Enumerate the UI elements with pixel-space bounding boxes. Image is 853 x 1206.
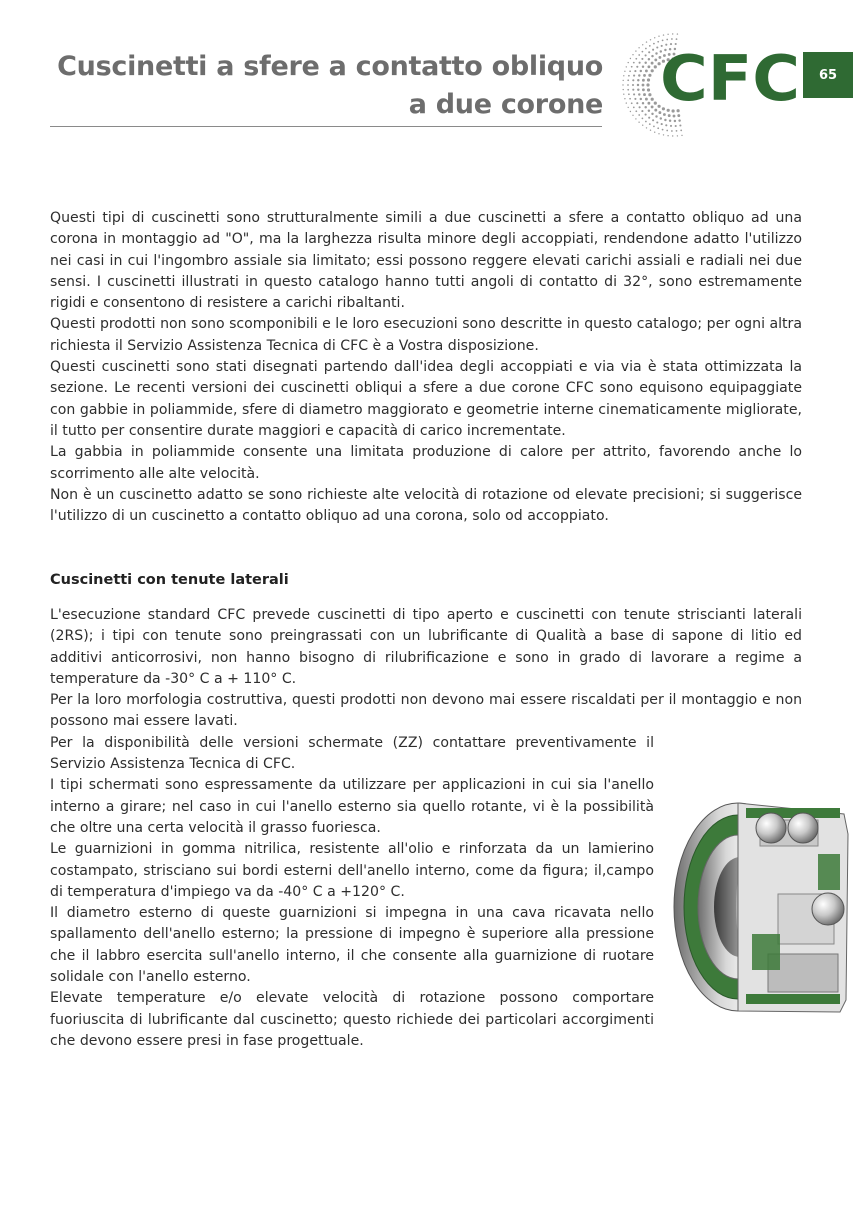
- logo-dot: [642, 51, 644, 53]
- logo-dot: [655, 115, 657, 117]
- logo-dot: [636, 102, 638, 104]
- logo-dot: [632, 89, 634, 91]
- logo-dot: [642, 88, 645, 91]
- logo-dot: [633, 93, 635, 95]
- logo-dot: [638, 47, 639, 48]
- page-title-line-1: Cuscinetti a sfere a contatto obliquo: [57, 51, 603, 82]
- logo-dot: [674, 120, 676, 122]
- logo-dot: [679, 124, 681, 126]
- seal-section-bottom: [746, 994, 840, 1004]
- logo-dot: [651, 98, 654, 101]
- logo-dot: [673, 115, 676, 118]
- logo-dot: [632, 84, 634, 86]
- logo-dot: [637, 84, 639, 86]
- logo-dot: [626, 66, 627, 67]
- logo-dot: [623, 75, 624, 76]
- logo-dot: [654, 58, 657, 61]
- cfc-logo: [612, 30, 802, 140]
- logo-dot: [628, 62, 629, 63]
- logo-dot: [660, 117, 662, 119]
- logo-dot: [646, 83, 649, 86]
- logo-dot: [656, 121, 658, 123]
- logo-dot: [654, 132, 655, 133]
- logo-dot: [667, 34, 668, 35]
- paragraph: La gabbia in poliammide consente una limitata produzione di calore per attrito, favorendo anche lo scorrimento alle alte velocità.: [50, 444, 802, 482]
- page-title-line-2: a due corone: [408, 89, 603, 120]
- logo-dot: [622, 84, 623, 85]
- logo-dot: [629, 70, 631, 72]
- logo-dot: [663, 34, 664, 35]
- logo-dot: [680, 130, 682, 132]
- logo-dot: [654, 37, 655, 38]
- logo-dot: [648, 51, 650, 53]
- logo-dot: [639, 62, 641, 64]
- ball: [812, 893, 844, 925]
- logo-dot: [641, 58, 643, 60]
- logo-dot: [672, 33, 673, 34]
- logo-dot: [681, 135, 682, 136]
- logo-dot: [646, 127, 647, 128]
- logo-dot: [642, 84, 645, 87]
- logo-dot: [651, 69, 654, 72]
- paragraph: Non è un cuscinetto adatto se sono richieste alte velocità di rotazione od elevate precisioni; si suggerisce l'utilizzo di un cuscinetto a contatto obliquo ad una corona, solo od accoppiato.: [50, 486, 802, 525]
- logo-dot: [648, 74, 651, 77]
- ball: [788, 813, 818, 843]
- logo-dot: [645, 121, 647, 123]
- logo-dot: [640, 98, 642, 100]
- logo-dot: [647, 78, 650, 81]
- logo-dot: [623, 94, 624, 95]
- logo-dot: [627, 89, 629, 91]
- logo-dot: [666, 39, 668, 41]
- logo-dot: [658, 133, 659, 134]
- logo-dot: [635, 118, 636, 119]
- logo-dot: [635, 58, 637, 60]
- logo-dot: [645, 69, 648, 72]
- logo-dot: [640, 70, 642, 72]
- logo-dot: [627, 84, 629, 86]
- logo-dot: [648, 58, 650, 60]
- logo-dot: [667, 135, 668, 136]
- page-number: 65: [818, 67, 838, 83]
- paragraph: Le guarnizioni in gomma nitrilica, resistente all'olio e rinforzata da un lamierino costampato, strisciano sui bordi esterni dell'anello interno, come da figura; il,campo di temperatura d'impiego va da -40° C a +120° C.: [50, 841, 654, 900]
- paragraph: L'esecuzione standard CFC prevede cuscinetti di tipo aperto e cuscinetti con tenute striscianti laterali (2RS); i tipi con tenute sono preingrassati con un lubrificante di Qualità a base di sapone di litio ed additivi anticorrosivi, non hanno bisogno di rilubrificazione e sono in grado di lavorare a regime a temperature da -30° C a + 110° C.: [50, 607, 802, 687]
- logo-dot: [654, 102, 657, 105]
- logo-dot: [628, 107, 629, 108]
- page-title: [57, 48, 603, 124]
- logo-dot: [632, 115, 633, 116]
- logo-dot: [677, 135, 678, 136]
- paragraph: Per la loro morfologia costruttiva, questi prodotti non devono mai essere riscaldati per il montaggio e non possono mai essere lavati.: [50, 692, 802, 730]
- page-number-tab: [803, 52, 853, 98]
- logo-dot: [670, 125, 672, 127]
- paragraph: I tipi schermati sono espressamente da utilizzare per applicazioni in cui sia l'anello interno a girare; nel caso in cui l'anello esterno sia quello rotante, vi è la possibilità che oltre una certa velocità il grasso fuoriesca.: [50, 777, 654, 836]
- logo-dot: [630, 58, 631, 59]
- logo-dot: [642, 118, 644, 120]
- paragraph: Il diametro esterno di queste guarnizioni si impegna in una cava ricavata nello spallamento dell'anello esterno; la pressione di impegno è superiore alla pressione che il labbro esercita sull'anello interno, il che consente alla guarnizione di ruotare solidale con l'anello esterno.: [50, 905, 654, 986]
- intro-text: [50, 208, 802, 527]
- logo-dot: [648, 93, 651, 96]
- logo-dot: [666, 130, 668, 132]
- logo-dot: [651, 113, 653, 115]
- logo-dot: [633, 62, 635, 64]
- logo-dot: [632, 79, 634, 81]
- logo-dot: [624, 98, 625, 99]
- logo-dot: [652, 119, 654, 121]
- logo-dot: [642, 44, 643, 45]
- logo-dot: [631, 66, 633, 68]
- logo-dot: [642, 102, 644, 104]
- logo-dot: [664, 119, 666, 121]
- logo-dot: [653, 126, 655, 128]
- logo-dot: [651, 55, 653, 57]
- logo-dot: [648, 110, 650, 112]
- logo-dot: [650, 39, 651, 40]
- logo-dot: [647, 65, 650, 68]
- logo-dot: [641, 110, 643, 112]
- logo-dot: [669, 120, 671, 122]
- logo-dot: [624, 71, 625, 72]
- logo-dot: [643, 74, 646, 77]
- logo-dot: [678, 119, 680, 121]
- logo-dot: [644, 62, 646, 64]
- logo-dot: [645, 54, 647, 56]
- logo-dot: [639, 106, 641, 108]
- logo-dot: [663, 134, 664, 135]
- paragraph: Questi cuscinetti sono stati disegnati partendo dall'idea degli accoppiati e via via è stata ottimizzata la sezione. Le recenti versioni dei cuscinetti obliqui a sfere a due corone CFC sono equisono equipaggiate con gabbie in poliammide, sfere di diametro maggiorato e geometrie interne cinematicamente migliorate, il tutto per consentire durate maggiori e capacità di carico incrementate.: [50, 359, 802, 439]
- logo-dot: [653, 43, 655, 45]
- logo-dot: [651, 62, 654, 65]
- ball: [756, 813, 786, 843]
- logo-text: CFC: [660, 42, 800, 115]
- bearing-cutaway-illustration: [668, 794, 852, 1020]
- section-heading: Cuscinetti con tenute laterali: [50, 572, 289, 588]
- logo-dot: [631, 102, 633, 104]
- logo-dot: [656, 46, 658, 48]
- logo-dot: [657, 127, 659, 129]
- logo-dot: [637, 89, 639, 91]
- logo-dot: [644, 106, 646, 108]
- logo-dot: [645, 98, 648, 101]
- logo-dot: [645, 114, 647, 116]
- paragraph: Elevate temperature e/o elevate velocità di rotazione possono comportare fuoriuscita di lubrificante dal cuscinetto; questo richiede dei particolari accorgimenti che devono essere presi in fase progettuale.: [50, 990, 654, 1049]
- logo-dot: [662, 129, 664, 131]
- logo-dot: [633, 107, 635, 109]
- logo-dot: [627, 79, 629, 81]
- green-seal-lip: [752, 934, 780, 970]
- green-seal-lip: [818, 854, 840, 890]
- logo-dot: [671, 130, 673, 132]
- narrow-column: [50, 733, 654, 1052]
- logo-dot: [643, 93, 646, 96]
- logo-dot: [632, 54, 633, 55]
- logo-dot: [635, 50, 636, 51]
- logo-dot: [630, 111, 631, 112]
- logo-dot: [677, 33, 678, 34]
- paragraph: Questi tipi di cuscinetti sono strutturalmente simili a due cuscinetti a sfere a contatto obliquo ad una corona in montaggio ad "O", ma la larghezza risulta minore degli accoppiati, rendendone adatto l'utilizzo nei casi in cui l'ingombro assiale sia limitato; essi possono reggere elevati carichi assiali e radiali nei due sensi. I cuscinetti illustrati in questo catalogo hanno tutti angoli di contatto di 32°, sono estremamente rigidi e consentono di resistere a carichi ribaltanti.: [50, 210, 802, 312]
- logo-dot: [629, 98, 631, 100]
- logo-dot: [638, 74, 640, 76]
- logo-dot: [671, 38, 673, 40]
- logo-dot: [675, 125, 677, 127]
- logo-dot: [654, 109, 657, 112]
- logo-dot: [658, 36, 659, 37]
- logo-dot: [651, 105, 654, 108]
- logo-dot: [628, 93, 630, 95]
- logo-dot: [655, 52, 657, 54]
- logo-dot: [642, 79, 645, 82]
- logo-dot: [676, 130, 678, 132]
- logo-dot: [634, 98, 636, 100]
- logo-dot: [638, 114, 640, 116]
- paragraph: Questi prodotti non sono scomponibili e le loro esecuzioni sono descritte in questo catalogo; per ogni altra richiesta il Servizio Assistenza Tecnica di CFC è a Vostra disposizione.: [50, 316, 802, 354]
- logo-dot: [642, 65, 644, 67]
- logo-dot: [638, 122, 639, 123]
- logo-dot: [649, 45, 651, 47]
- logo-dot: [647, 102, 650, 105]
- logo-dot: [648, 117, 650, 119]
- title-divider: [50, 126, 602, 127]
- logo-dot: [623, 80, 624, 81]
- logo-dot: [672, 135, 673, 136]
- logo-dot: [634, 70, 636, 72]
- logo-dot: [638, 54, 640, 56]
- logo-dot: [650, 130, 651, 131]
- logo-dot: [628, 75, 630, 77]
- logo-dot: [637, 79, 639, 81]
- logo-dot: [633, 75, 635, 77]
- paragraph: Per la disponibilità delle versioni schermate (ZZ) contattare preventivamente il Servizio Assistenza Tecnica di CFC.: [50, 734, 654, 773]
- logo-dot: [647, 88, 650, 91]
- logo-dot: [638, 93, 640, 95]
- logo-dot: [635, 110, 637, 112]
- logo-dot: [645, 48, 647, 50]
- logo-dot: [657, 41, 659, 43]
- logo-dot: [646, 41, 647, 42]
- logo-dot: [623, 89, 624, 90]
- logo-dot: [676, 38, 678, 40]
- logo-dot: [665, 124, 667, 126]
- logo-dot: [642, 125, 643, 126]
- logo-dot: [649, 123, 651, 125]
- logo-dot: [661, 123, 663, 125]
- logo-dot: [636, 66, 638, 68]
- logo-dot: [654, 65, 657, 68]
- logo-dot: [652, 49, 654, 51]
- logo-dot: [626, 102, 627, 103]
